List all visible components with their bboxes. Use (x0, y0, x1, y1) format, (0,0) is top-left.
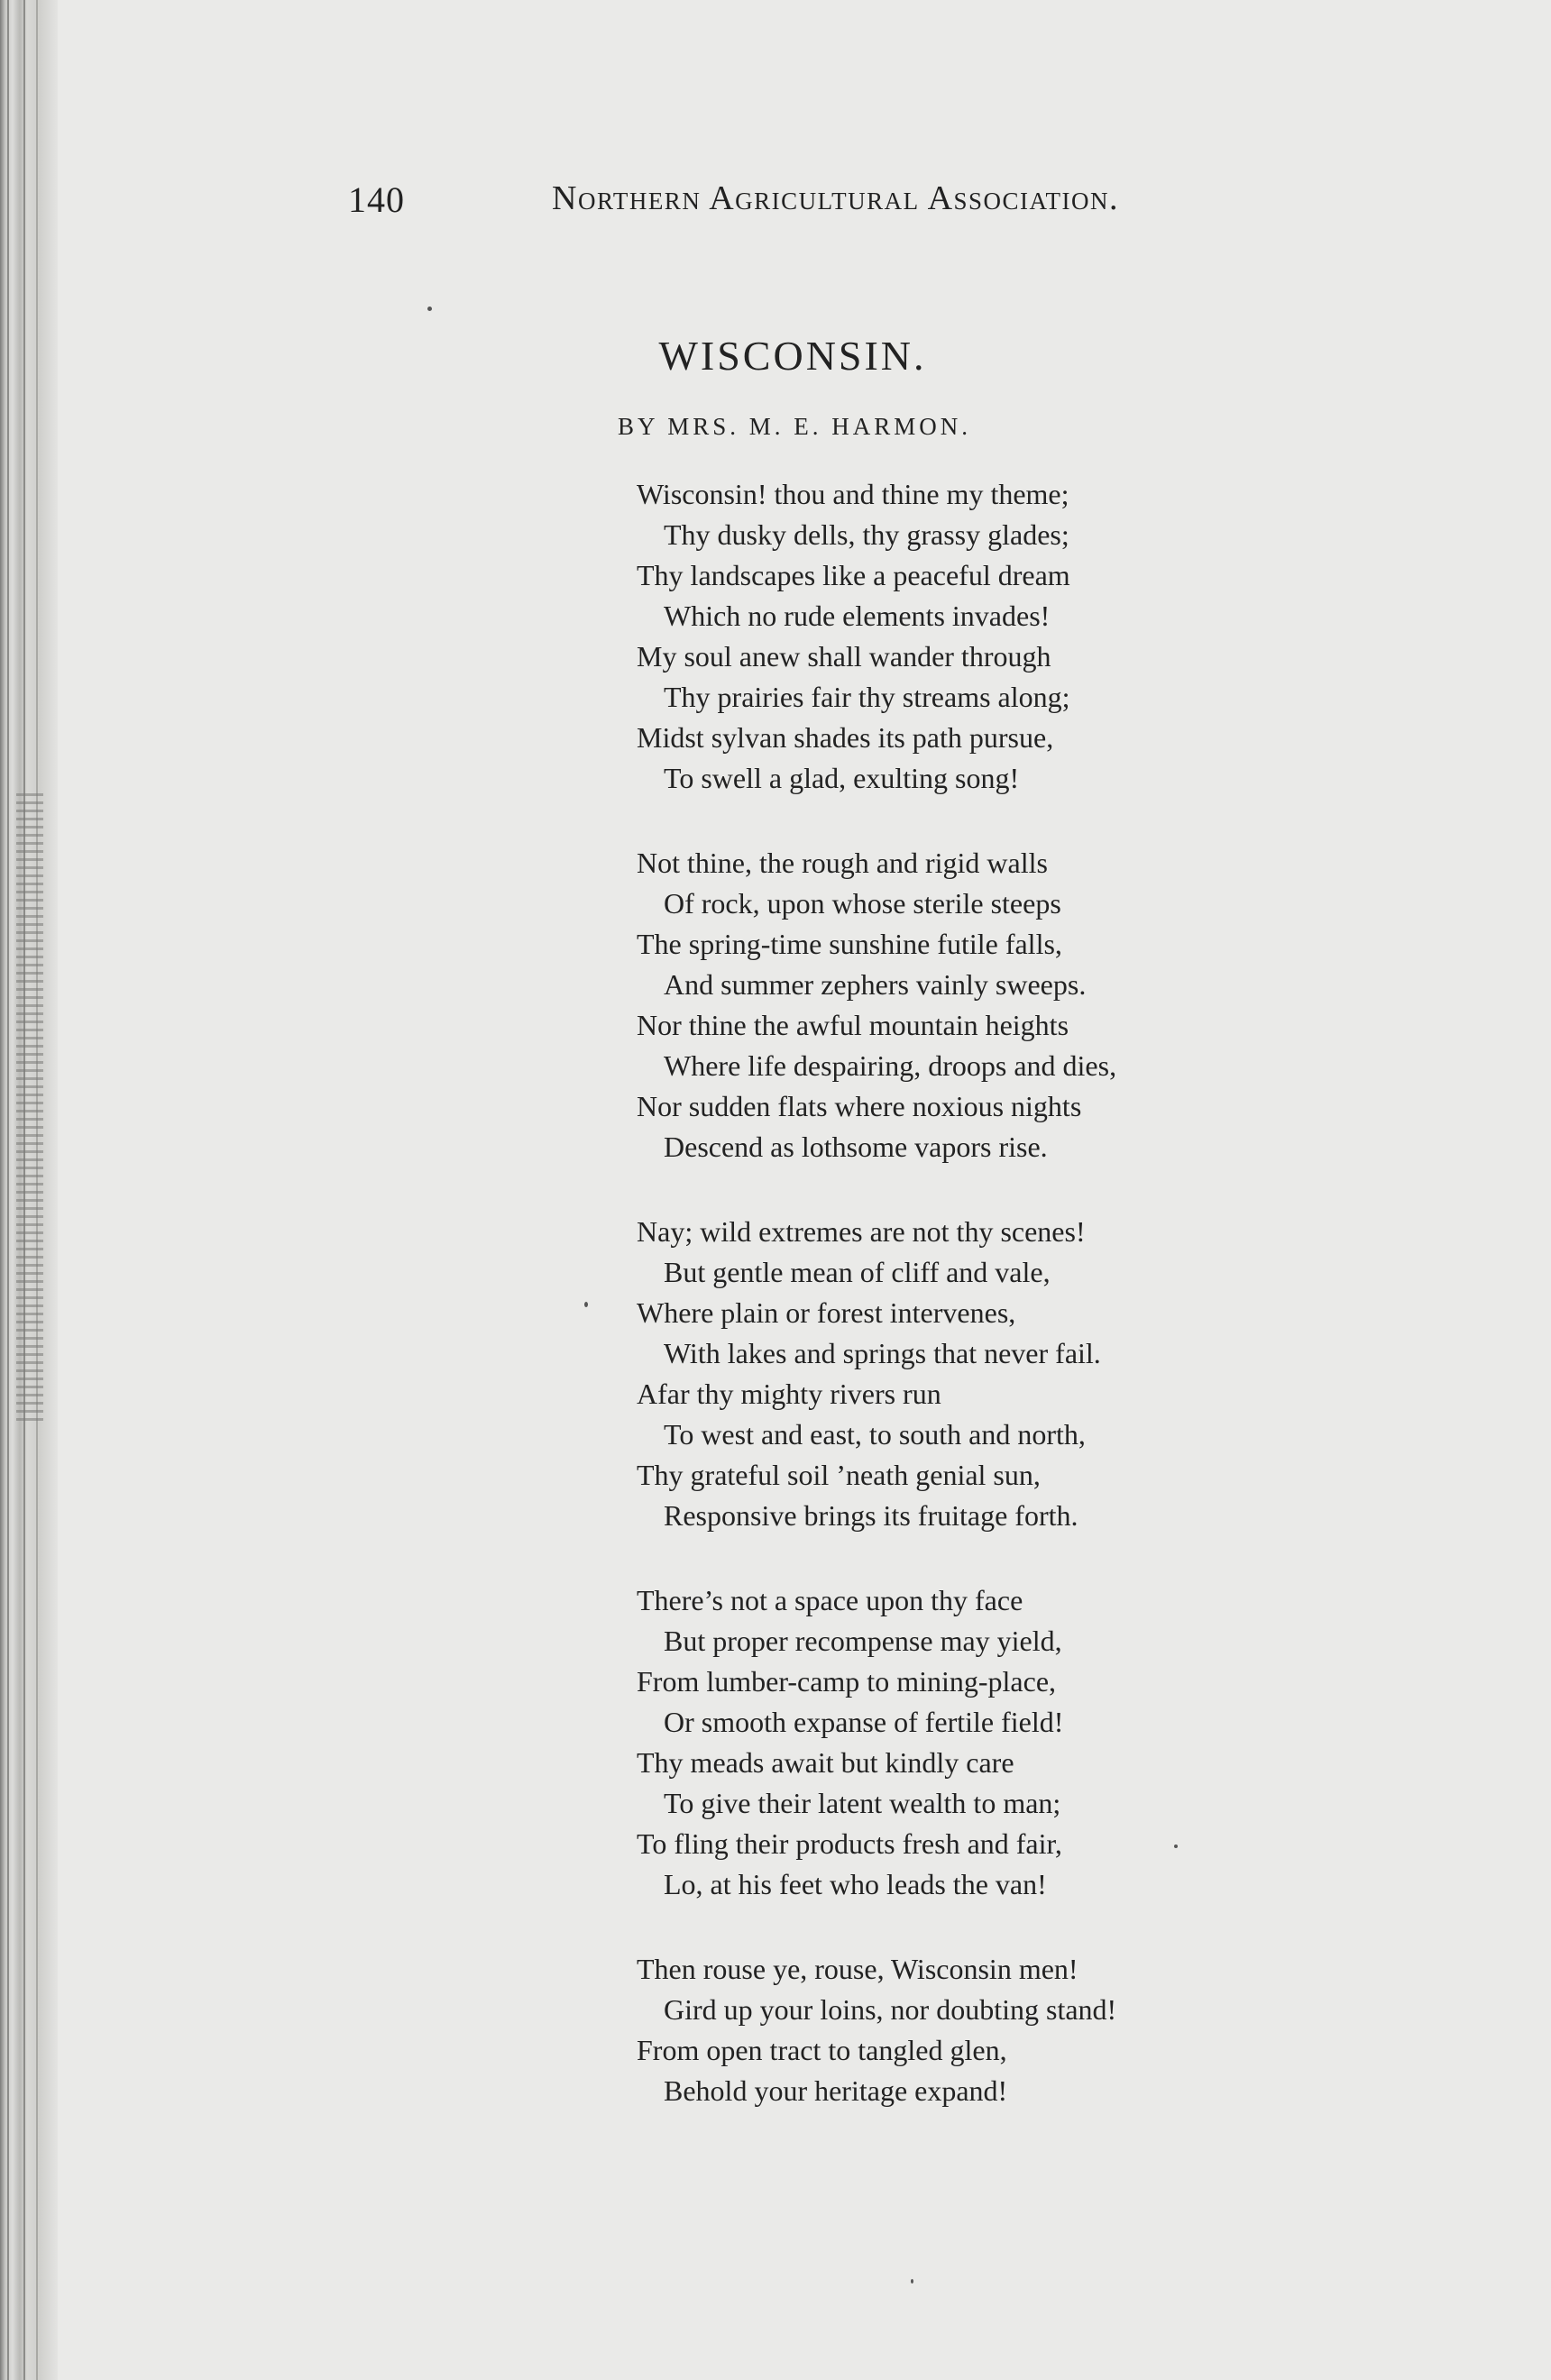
stanza (637, 1212, 1286, 1536)
print-speck (911, 2279, 913, 2284)
poem-line: Thy grateful soil ’neath genial sun, (637, 1459, 1041, 1491)
poem-line: To swell a glad, exulting song! (664, 762, 1020, 794)
poem-line: Nor thine the awful mountain heights (637, 1009, 1069, 1041)
poem-line: Afar thy mighty rivers run (637, 1378, 941, 1410)
poem-line: Where life despairing, droops and dies, (664, 1049, 1117, 1082)
page-number: 140 (348, 179, 405, 220)
poem-line: Or smooth expanse of fertile field! (664, 1706, 1064, 1738)
poem-line: Lo, at his feet who leads the van! (664, 1868, 1047, 1900)
poem-line: To give their latent wealth to man; (664, 1787, 1061, 1819)
poem-line: Thy prairies fair thy streams along; (664, 681, 1070, 713)
poem-line: Then rouse ye, rouse, Wisconsin men! (637, 1953, 1078, 1985)
poem-line: To fling their products fresh and fair, (637, 1827, 1062, 1860)
poem-line: Of rock, upon whose sterile steeps (664, 887, 1061, 920)
poem-line: The spring-time sunshine futile falls, (637, 928, 1062, 960)
poem-line: With lakes and springs that never fail. (664, 1337, 1101, 1369)
poem-line: From lumber-camp to mining-place, (637, 1665, 1057, 1698)
poem-title: WISCONSIN. (658, 333, 927, 379)
poem-line: Gird up your loins, nor doubting stand! (664, 1993, 1117, 2026)
poem-line: Nay; wild extremes are not thy scenes! (637, 1215, 1086, 1248)
poem-line: Which no rude elements invades! (664, 600, 1051, 632)
poem-line: And summer zephers vainly sweeps. (664, 968, 1087, 1001)
print-speck (1174, 1844, 1178, 1848)
binding-stitching (16, 793, 43, 1424)
poem-line: Responsive brings its fruitage forth. (664, 1499, 1078, 1532)
poem-line: Thy landscapes like a peaceful dream (637, 559, 1070, 591)
poem-line: But gentle mean of cliff and vale, (664, 1256, 1051, 1288)
poem-line: Where plain or forest intervenes, (637, 1296, 1016, 1329)
poem-line: Thy dusky dells, thy grassy glades; (664, 518, 1069, 551)
poem-line: Behold your heritage expand! (664, 2074, 1008, 2107)
poem-line: There’s not a space upon thy face (637, 1584, 1023, 1616)
poem-line: Midst sylvan shades its path pursue, (637, 721, 1054, 754)
poem-line: Not thine, the rough and rigid walls (637, 847, 1048, 879)
poem-line: Thy meads await but kindly care (637, 1746, 1014, 1779)
poem-line: But proper recompense may yield, (664, 1625, 1062, 1657)
stanza (637, 1580, 1286, 1905)
poem-line: Nor sudden flats where noxious nights (637, 1090, 1082, 1122)
poem-line: To west and east, to south and north, (664, 1418, 1086, 1451)
poem-line: Wisconsin! thou and thine my theme; (637, 478, 1069, 510)
page-header (0, 178, 1551, 233)
poem-body (637, 474, 1286, 2156)
poem-line: From open tract to tangled glen, (637, 2034, 1007, 2066)
stanza (637, 1949, 1286, 2111)
print-speck (584, 1302, 588, 1307)
stanza (637, 474, 1286, 799)
print-speck (427, 307, 432, 311)
stanza (637, 843, 1286, 1167)
poem-line: My soul anew shall wander through (637, 640, 1051, 673)
poem-line: Descend as lothsome vapors rise. (664, 1130, 1048, 1163)
running-head: Northern Agricultural Association. (552, 179, 1120, 217)
poem-byline: BY MRS. M. E. HARMON. (617, 413, 972, 440)
